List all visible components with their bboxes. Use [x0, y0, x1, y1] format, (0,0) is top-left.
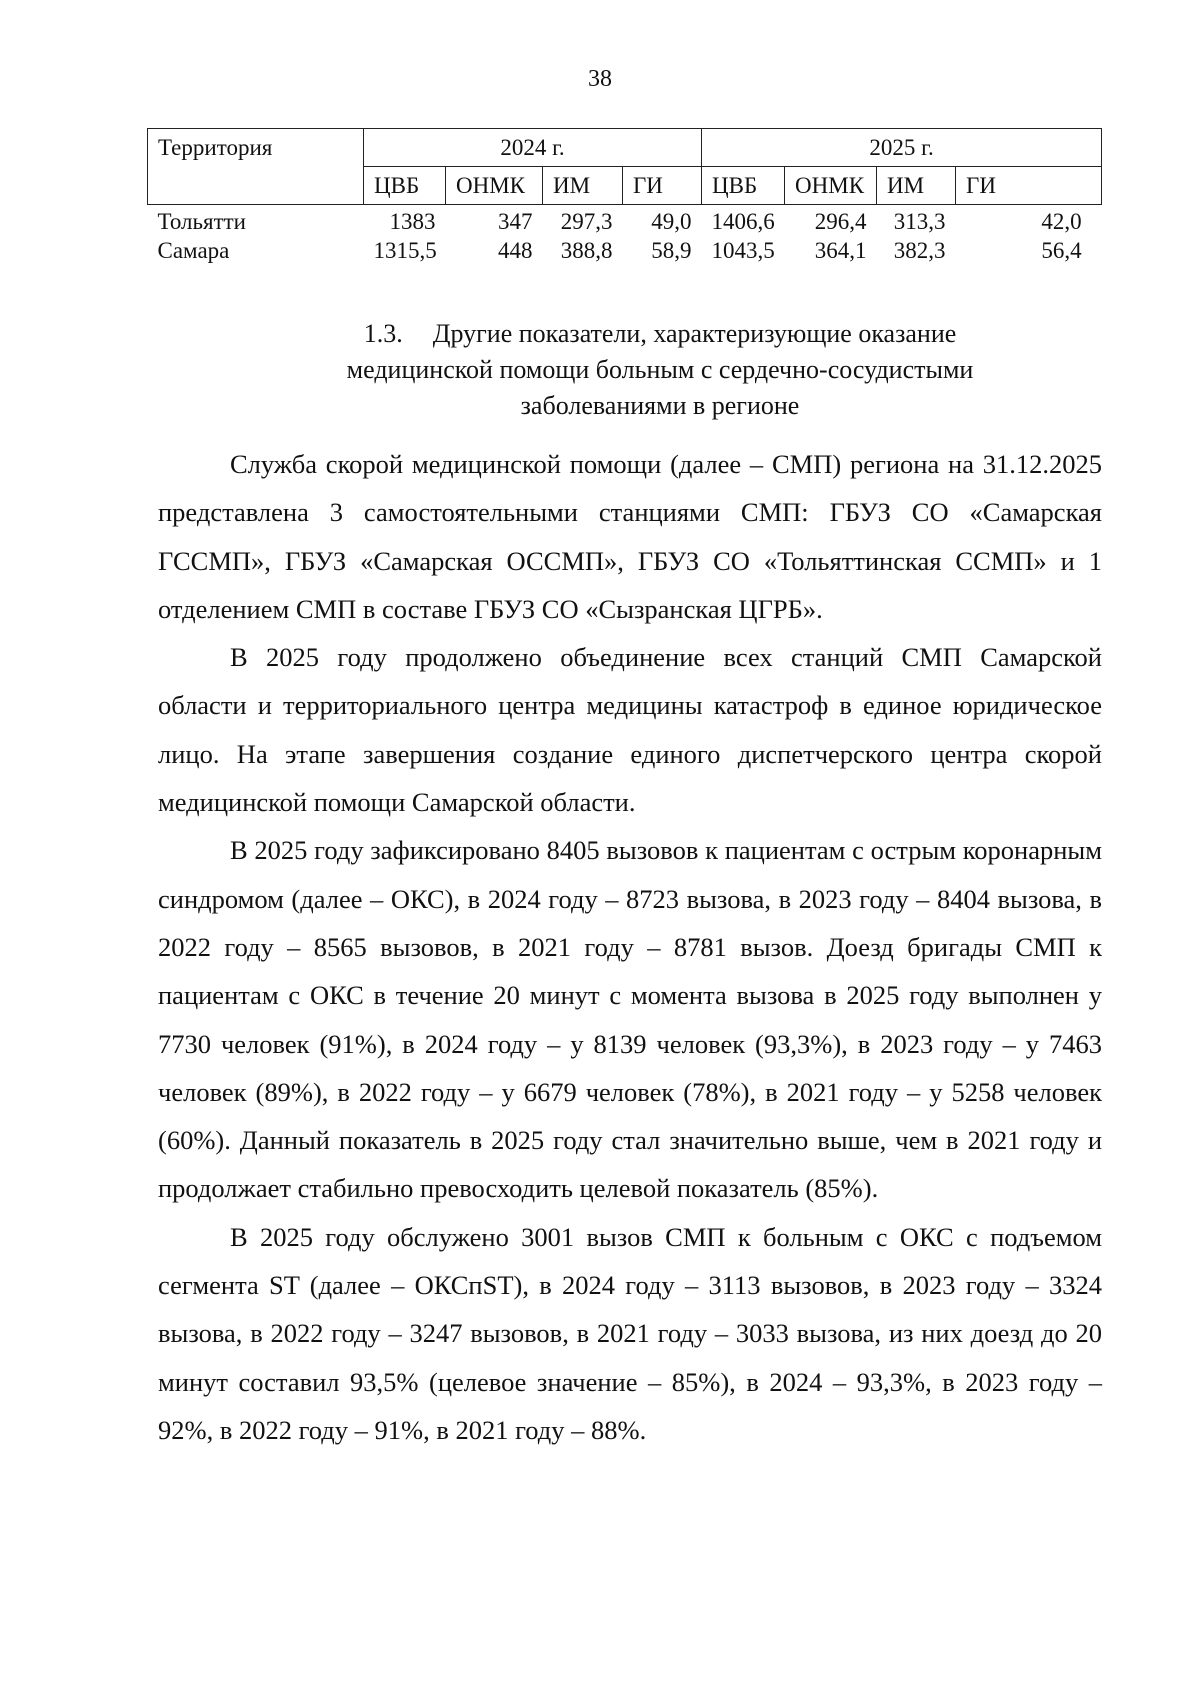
column-header: ГИ: [623, 167, 702, 205]
table-row: [148, 236, 1102, 265]
table-cell: 58,9: [651, 238, 692, 263]
table-cell: 296,4: [814, 209, 867, 234]
paragraph: В 2025 году продолжено объединение всех станций СМП Самарской области и территориального центра медицины катастроф в единое юридическое лицо. На этапе завершения создание единого диспетчерского центра скорой медицинской помощи Самарской области.: [158, 642, 1102, 818]
column-header: ЦВБ: [364, 167, 446, 205]
table-cell: 382,3: [893, 238, 946, 263]
row-territory-name: Самара: [157, 238, 230, 263]
year-header-2024: 2024 г.: [364, 129, 702, 167]
column-header: ОНМК: [446, 167, 543, 205]
table-cell: 49,0: [651, 209, 692, 234]
table-cell: 56,4: [1041, 238, 1082, 263]
table-cell: 313,3: [893, 209, 946, 234]
year-header-2025: 2025 г.: [702, 129, 1102, 167]
column-header: ЦВБ: [702, 167, 785, 205]
page-number: 38: [588, 66, 612, 92]
row-territory-name: Тольятти: [157, 209, 246, 234]
paragraph: В 2025 году зафиксировано 8405 вызовов к пациентам с острым коронарным синдромом (далее – ОКС), в 2024 году – 8723 вызова, в 2023 году – 8404 вызова, в 2022 году – 8565 вызовов, в 2021 году – 8781 вызов. Доезд бригады СМП к пациентам с ОКС в течение 20 минут с момента вызова в 2025 году выполнен у 7730 человек (91%), в 2024 году – у 8139 человек (93,3%), в 2023 году – у 7463 человек (89%), в 2022 году – у 6679 человек (78%), в 2021 году – у 5258 человек (60%). Данный показатель в 2025 году стал значительно выше, чем в 2021 году и продолжает стабильно превосходить целевой показатель (85%).: [158, 835, 1102, 1204]
section-title: Другие показатели, характеризующие оказание медицинской помощи больным с сердечно-сосудистыми заболеваниями в регионе: [346, 319, 974, 420]
table-row: [148, 205, 1102, 237]
table-cell: 1406,6: [711, 209, 775, 234]
indicators-table: [147, 128, 1102, 265]
territory-header: Территория: [148, 129, 364, 205]
paragraph: Служба скорой медицинской помощи (далее – СМП) региона на 31.12.2025 представлена 3 самостоятельными станциями СМП: ГБУЗ СО «Самарская ГССМП», ГБУЗ «Самарская ОССМП», ГБУЗ СО «Тольяттинская ССМП» и 1 отделением СМП в составе ГБУЗ СО «Сызранская ЦГРБ».: [158, 449, 1102, 624]
table-cell: 1043,5: [711, 238, 775, 263]
table-cell: 347: [498, 209, 533, 234]
column-header: ИМ: [543, 167, 623, 205]
table-cell: 42,0: [1041, 209, 1082, 234]
table-cell: 448: [498, 238, 533, 263]
table-cell: 297,3: [560, 209, 613, 234]
table-cell: 1315,5: [373, 238, 437, 263]
column-header: ГИ: [956, 167, 1102, 205]
body-text: [158, 440, 1102, 1454]
paragraph: В 2025 году обслужено 3001 вызов СМП к больным с ОКС с подъемом сегмента ST (далее – ОКСпST), в 2024 году – 3113 вызовов, в 2023 году – 3324 вызова, в 2022 году – 3247 вызовов, в 2021 году – 3033 вызова, из них доезд до 20 минут составил 93,5% (целевое значение – 85%), в 2024 – 93,3%, в 2023 году – 92%, в 2022 году – 91%, в 2021 году – 88%.: [158, 1221, 1102, 1445]
column-header: ИМ: [877, 167, 956, 205]
table-cell: 1383: [389, 209, 436, 234]
section-heading: [300, 316, 1020, 424]
table-cell: 364,1: [814, 238, 867, 263]
column-header: ОНМК: [785, 167, 877, 205]
section-number: 1.3.: [363, 319, 403, 348]
table-cell: 388,8: [560, 238, 613, 263]
